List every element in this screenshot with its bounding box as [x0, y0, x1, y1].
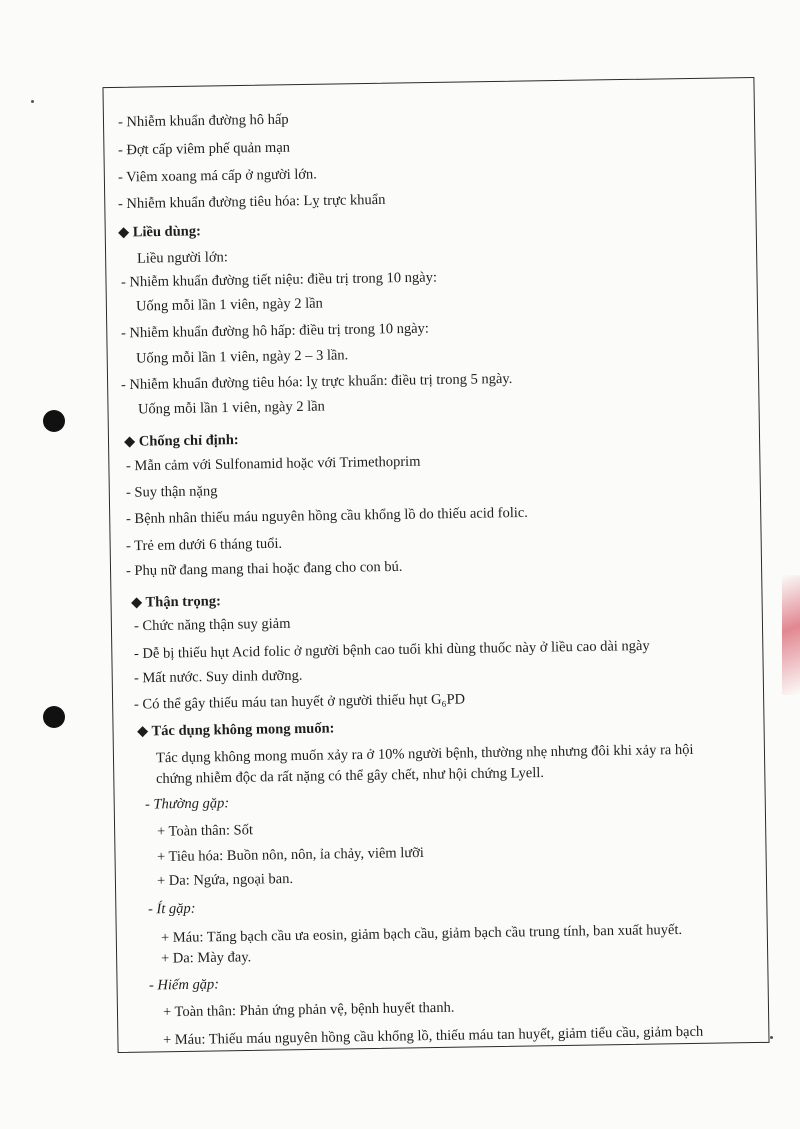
text-line: chứng nhiễm độc da rất nặng có thể gây chết, như hội chứng Lyell. — [155, 764, 545, 788]
plus-item: + Máu: Tăng bạch cầu ưa eosin, giảm bạch cầu, giảm bạch cầu trung tính, ban xuất huyết. — [160, 921, 683, 947]
section-heading: ◆ Tác dụng không mong muốn: — [136, 720, 335, 740]
plus-item: + Tiêu hóa: Buồn nôn, nôn, ỉa chảy, viêm lưỡi — [156, 844, 424, 866]
bullet-line: - Nhiễm khuẩn đường tiêu hóa: Lỵ trực khuẩn — [117, 191, 386, 213]
plus-item: + Máu: Thiếu máu nguyên hồng cầu khổng lồ, thiếu máu tan huyết, giảm tiểu cầu, giảm bạch — [162, 1023, 704, 1049]
subheading-line: - Ít gặp: — [147, 900, 196, 918]
red-stamp-edge — [782, 575, 800, 695]
bullet-line: - Nhiễm khuẩn đường tiết niệu: điều trị trong 10 ngày: — [120, 269, 438, 291]
text-line: Uống mỗi lần 1 viên, ngày 2 lần — [135, 295, 323, 315]
bullet-line: - Mất nước. Suy dinh dưỡng. — [133, 667, 303, 687]
bullet-line: - Mẫn cảm với Sulfonamid hoặc với Trimethoprim — [125, 453, 421, 475]
bullet-line: - Viêm xoang má cấp ở người lớn. — [117, 166, 318, 186]
plus-item: + Da: Ngứa, ngoại ban. — [156, 870, 294, 890]
section-heading: ◆ Chống chỉ định: — [123, 432, 239, 450]
bullet-line: - Nhiễm khuẩn đường tiêu hóa: lỵ trực khuẩn: điều trị trong 5 ngày. — [120, 370, 513, 394]
bullet-line: - Nhiễm khuẩn đường hô hấp — [117, 111, 289, 131]
text-line: Tác dụng không mong muốn xảy ra ở 10% người bệnh, thường nhẹ nhưng đôi khi xảy ra hội — [155, 741, 694, 767]
punch-hole-top — [43, 410, 65, 432]
text-line: Uống mỗi lần 1 viên, ngày 2 – 3 lần. — [135, 347, 349, 367]
bullet-line: - Trẻ em dưới 6 tháng tuổi. — [125, 535, 283, 555]
bullet-line: - Phụ nữ đang mang thai hoặc đang cho con bú. — [125, 558, 403, 580]
plus-item: + Toàn thân: Phản ứng phản vệ, bệnh huyết thanh. — [162, 999, 455, 1021]
punch-hole-bottom — [43, 706, 65, 728]
bullet-line: - Dễ bị thiếu hụt Acid folic ở người bệnh cao tuổi khi dùng thuốc này ở liều cao dài ngày — [133, 637, 650, 663]
section-heading: ◆ Liều dùng: — [117, 223, 202, 241]
bullet-line: - Chức năng thận suy giảm — [133, 615, 291, 635]
bullet-line: - Suy thận nặng — [125, 483, 218, 501]
bullet-line: - Đợt cấp viêm phế quản mạn — [117, 139, 291, 159]
section-heading: ◆ Thận trọng: — [130, 593, 221, 611]
speck — [770, 1036, 773, 1039]
subheading-line: - Thường gặp: — [144, 795, 230, 813]
plus-item: + Da: Mày đay. — [160, 949, 252, 967]
bullet-line: - Nhiễm khuẩn đường hô hấp: điều trị trong 10 ngày: — [120, 320, 430, 342]
bullet-line: - Bệnh nhân thiếu máu nguyên hồng cầu khổng lồ do thiếu acid folic. — [125, 504, 529, 528]
subheading-line: - Hiếm gặp: — [148, 976, 220, 994]
plus-item: + Toàn thân: Sốt — [156, 822, 254, 840]
text-line: Uống mỗi lần 1 viên, ngày 2 lần — [137, 398, 325, 418]
bullet-line: - Có thể gây thiếu máu tan huyết ở người thiếu hụt G₆PD — [133, 691, 466, 713]
text-line: Liều người lớn: — [136, 249, 228, 267]
speck — [31, 100, 34, 103]
